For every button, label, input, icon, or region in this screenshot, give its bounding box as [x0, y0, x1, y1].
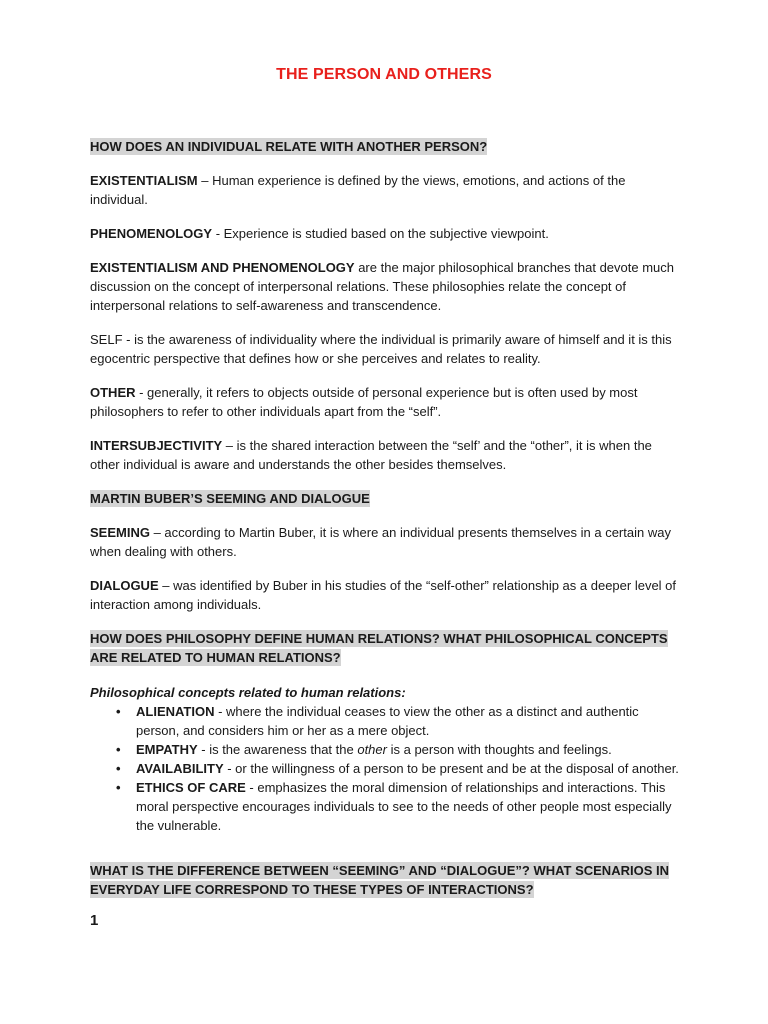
document-title: THE PERSON AND OTHERS	[276, 66, 492, 83]
definition-text: – according to Martin Buber, it is where an individual presents themselves in a certain way when dealing with others.	[90, 525, 671, 559]
emphasis-other: other	[357, 742, 387, 757]
definition-text: - is the awareness that the	[197, 742, 358, 757]
paragraph-existentialism-phenomenology	[90, 258, 682, 315]
paragraph-phenomenology	[90, 224, 682, 243]
document-body	[90, 137, 682, 899]
term-ethics-of-care: ETHICS OF CARE	[136, 780, 246, 795]
definition-text: - is the awareness of individuality where the individual is primarily aware of himself and it is this egocentric perspective that defines how or she perceives and relates to reality.	[90, 332, 672, 366]
paragraph-existentialism	[90, 171, 682, 209]
highlighted-heading-text: HOW DOES AN INDIVIDUAL RELATE WITH ANOTHER PERSON?	[90, 139, 488, 154]
concepts-list	[90, 702, 682, 835]
term-alienation: ALIENATION	[136, 704, 215, 719]
section-heading-buber	[90, 489, 682, 508]
definition-text: - or the willingness of a person to be present and be at the disposal of another.	[223, 761, 679, 776]
definition-text: – was identified by Buber in his studies of the “self-other” relationship as a deeper level of interaction among individuals.	[90, 578, 677, 612]
list-item	[90, 778, 682, 835]
section-heading-difference	[90, 861, 682, 899]
section-heading-human-relations	[90, 629, 682, 667]
section-heading-relate	[90, 137, 682, 156]
definition-text: - emphasizes the moral dimension of relationships and interactions. This moral perspective encourages individuals to see to the needs of other people most especially the vulnerable.	[136, 780, 672, 833]
paragraph-intersubjectivity	[90, 436, 682, 474]
definition-text: – is the shared interaction between the “self’ and the “other”, it is when the other individual is aware and understands the other besides themselves.	[90, 438, 652, 472]
term-self: SELF	[90, 332, 123, 347]
term-intersubjectivity: INTERSUBJECTIVITY	[90, 438, 223, 453]
highlighted-heading-text: WHAT IS THE DIFFERENCE BETWEEN “SEEMING” AND “DIALOGUE”? WHAT SCENARIOS IN EVERYDAY LIFE CORRESPOND TO THESE TYPES OF INTERACTIONS?	[90, 863, 669, 897]
highlighted-heading-text: HOW DOES PHILOSOPHY DEFINE HUMAN RELATIONS? WHAT PHILOSOPHICAL CONCEPTS ARE RELATED TO HUMAN RELATIONS?	[90, 631, 668, 665]
definition-text: – Human experience is defined by the views, emotions, and actions of the individual.	[90, 173, 626, 207]
term-phenomenology: PHENOMENOLOGY	[90, 226, 213, 241]
page-number: 1	[90, 912, 99, 929]
definition-text: - generally, it refers to objects outside of personal experience but is often used by most philosophers to refer to other individuals apart from the “self”.	[90, 385, 638, 419]
list-item	[90, 759, 682, 778]
definition-text: are the major philosophical branches that devote much discussion on the concept of interpersonal relations. These philosophies relate the concept of interpersonal relations to self-awareness and transcendence.	[90, 260, 675, 313]
paragraph-dialogue	[90, 576, 682, 614]
bullet-icon: •	[116, 761, 121, 776]
highlighted-heading-text: MARTIN BUBER’S SEEMING AND DIALOGUE	[90, 491, 370, 506]
term-dialogue: DIALOGUE	[90, 578, 159, 593]
term-empathy: EMPATHY	[136, 742, 198, 757]
bullet-icon: •	[116, 704, 121, 719]
term-other: OTHER	[90, 385, 136, 400]
term-existentialism: EXISTENTIALISM	[90, 173, 198, 188]
list-item	[90, 740, 682, 759]
definition-text: - Experience is studied based on the subjective viewpoint.	[212, 226, 549, 241]
bullet-icon: •	[116, 742, 121, 757]
term-availability: AVAILABILITY	[136, 761, 224, 776]
paragraph-seeming	[90, 523, 682, 561]
bullet-icon: •	[116, 780, 121, 795]
concepts-subheading: Philosophical concepts related to human relations:	[90, 685, 406, 700]
term-existentialism-and-phenomenology: EXISTENTIALISM AND PHENOMENOLOGY	[90, 260, 355, 275]
paragraph-other	[90, 383, 682, 421]
paragraph-self	[90, 330, 682, 368]
definition-text: - where the individual ceases to view the other as a distinct and authentic person, and considers him or her as a mere object.	[136, 704, 639, 738]
list-item	[90, 702, 682, 740]
definition-text: is a person with thoughts and feelings.	[386, 742, 612, 757]
term-seeming: SEEMING	[90, 525, 150, 540]
